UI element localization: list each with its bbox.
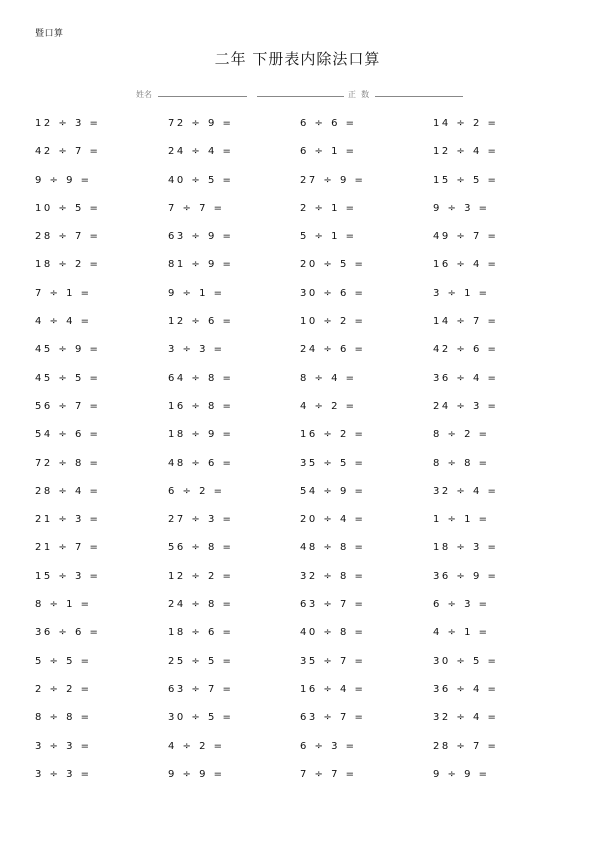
division-problem: 2 ÷ 1 = <box>300 202 357 214</box>
division-problem: 64 ÷ 8 = <box>168 372 234 384</box>
division-problem: 6 ÷ 3 = <box>433 599 490 611</box>
division-problem: 72 ÷ 9 = <box>168 118 234 129</box>
division-problem: 24 ÷ 4 = <box>168 146 234 158</box>
student-info-row <box>0 86 595 100</box>
division-problem: 18 ÷ 2 = <box>35 259 101 271</box>
division-problem: 12 ÷ 4 = <box>433 146 499 158</box>
corner-label: 暨口算 <box>35 29 64 39</box>
division-problem: 4 ÷ 1 = <box>433 627 490 639</box>
division-problem: 9 ÷ 9 = <box>168 768 225 780</box>
division-problem: 24 ÷ 6 = <box>300 344 366 356</box>
division-problem: 7 ÷ 7 = <box>300 768 357 780</box>
division-problem: 8 ÷ 4 = <box>300 372 357 384</box>
division-problem: 36 ÷ 4 = <box>433 372 499 384</box>
division-problem: 14 ÷ 7 = <box>433 316 499 328</box>
division-problem: 25 ÷ 5 = <box>168 655 234 667</box>
division-problem: 48 ÷ 8 = <box>300 542 366 554</box>
division-problem: 24 ÷ 3 = <box>433 400 499 412</box>
division-problem: 40 ÷ 8 = <box>300 627 366 639</box>
division-problem: 20 ÷ 4 = <box>300 514 366 526</box>
division-problem: 18 ÷ 6 = <box>168 627 234 639</box>
division-problem: 16 ÷ 4 = <box>300 683 366 695</box>
correct-count-label: 正 数 <box>348 90 370 99</box>
division-problem: 16 ÷ 4 = <box>433 259 499 271</box>
division-problem: 30 ÷ 5 = <box>433 655 499 667</box>
division-problem: 20 ÷ 5 = <box>300 259 366 271</box>
division-problem: 45 ÷ 9 = <box>35 344 101 356</box>
division-problem: 24 ÷ 8 = <box>168 599 234 611</box>
division-problem: 16 ÷ 8 = <box>168 400 234 412</box>
correct-count-blank-line <box>375 96 463 97</box>
division-problem: 8 ÷ 8 = <box>433 457 490 469</box>
division-problem: 28 ÷ 7 = <box>35 231 101 243</box>
division-problem: 12 ÷ 3 = <box>35 118 101 129</box>
division-problem: 32 ÷ 4 = <box>433 712 499 724</box>
division-problem: 36 ÷ 9 = <box>433 570 499 582</box>
division-problem: 81 ÷ 9 = <box>168 259 234 271</box>
division-problem: 56 ÷ 7 = <box>35 400 101 412</box>
division-problem: 45 ÷ 5 = <box>35 372 101 384</box>
division-problem: 72 ÷ 8 = <box>35 457 101 469</box>
division-problem: 27 ÷ 9 = <box>300 174 366 186</box>
division-problem: 4 ÷ 2 = <box>168 740 225 752</box>
division-problem: 5 ÷ 1 = <box>300 231 357 243</box>
division-problem: 49 ÷ 7 = <box>433 231 499 243</box>
division-problem: 15 ÷ 3 = <box>35 570 101 582</box>
division-problem: 9 ÷ 1 = <box>168 287 225 299</box>
name-blank-line <box>158 96 247 97</box>
name-label: 姓名 <box>136 90 152 99</box>
division-problem: 28 ÷ 7 = <box>433 740 499 752</box>
division-problem: 8 ÷ 2 = <box>433 429 490 441</box>
division-problem: 42 ÷ 7 = <box>35 146 101 158</box>
division-problem: 4 ÷ 2 = <box>300 400 357 412</box>
division-problem: 6 ÷ 6 = <box>300 118 357 129</box>
division-problem: 63 ÷ 7 = <box>300 599 366 611</box>
division-problem: 30 ÷ 5 = <box>168 712 234 724</box>
division-problem: 21 ÷ 7 = <box>35 542 101 554</box>
division-problem: 54 ÷ 6 = <box>35 429 101 441</box>
division-problem: 3 ÷ 3 = <box>35 740 92 752</box>
division-problem: 10 ÷ 5 = <box>35 202 101 214</box>
division-problem: 36 ÷ 4 = <box>433 683 499 695</box>
division-problem: 3 ÷ 3 = <box>168 344 225 356</box>
division-problem: 9 ÷ 3 = <box>433 202 490 214</box>
division-problem: 30 ÷ 6 = <box>300 287 366 299</box>
division-problem: 9 ÷ 9 = <box>35 174 92 186</box>
division-problem: 14 ÷ 2 = <box>433 118 499 129</box>
division-problem: 8 ÷ 8 = <box>35 712 92 724</box>
division-problem: 42 ÷ 6 = <box>433 344 499 356</box>
division-problem: 54 ÷ 9 = <box>300 485 366 497</box>
division-problem: 21 ÷ 3 = <box>35 514 101 526</box>
division-problem: 18 ÷ 9 = <box>168 429 234 441</box>
division-problem: 3 ÷ 3 = <box>35 768 92 780</box>
division-problem: 12 ÷ 2 = <box>168 570 234 582</box>
division-problem: 63 ÷ 7 = <box>168 683 234 695</box>
division-problem: 4 ÷ 4 = <box>35 316 92 328</box>
division-problem: 18 ÷ 3 = <box>433 542 499 554</box>
division-problem: 27 ÷ 3 = <box>168 514 234 526</box>
division-problem: 10 ÷ 2 = <box>300 316 366 328</box>
division-problem: 1 ÷ 1 = <box>433 514 490 526</box>
division-problem: 7 ÷ 7 = <box>168 202 225 214</box>
division-problem: 35 ÷ 7 = <box>300 655 366 667</box>
division-problem: 56 ÷ 8 = <box>168 542 234 554</box>
division-problem: 5 ÷ 5 = <box>35 655 92 667</box>
division-problem: 3 ÷ 1 = <box>433 287 490 299</box>
division-problem: 32 ÷ 8 = <box>300 570 366 582</box>
division-problem: 63 ÷ 9 = <box>168 231 234 243</box>
division-problem: 36 ÷ 6 = <box>35 627 101 639</box>
blank-line <box>257 96 344 97</box>
division-problem: 48 ÷ 6 = <box>168 457 234 469</box>
division-problem: 7 ÷ 1 = <box>35 287 92 299</box>
division-problem: 32 ÷ 4 = <box>433 485 499 497</box>
division-problem: 6 ÷ 2 = <box>168 485 225 497</box>
division-problem: 2 ÷ 2 = <box>35 683 92 695</box>
division-problem: 12 ÷ 6 = <box>168 316 234 328</box>
page-title: 二年 下册表内除法口算 <box>214 50 381 68</box>
division-problem: 6 ÷ 3 = <box>300 740 357 752</box>
division-problem: 16 ÷ 2 = <box>300 429 366 441</box>
division-problem: 6 ÷ 1 = <box>300 146 357 158</box>
division-problem: 15 ÷ 5 = <box>433 174 499 186</box>
division-problem: 40 ÷ 5 = <box>168 174 234 186</box>
division-problem: 35 ÷ 5 = <box>300 457 366 469</box>
division-problem: 9 ÷ 9 = <box>433 768 490 780</box>
division-problem: 28 ÷ 4 = <box>35 485 101 497</box>
division-problem: 63 ÷ 7 = <box>300 712 366 724</box>
division-problem: 8 ÷ 1 = <box>35 599 92 611</box>
